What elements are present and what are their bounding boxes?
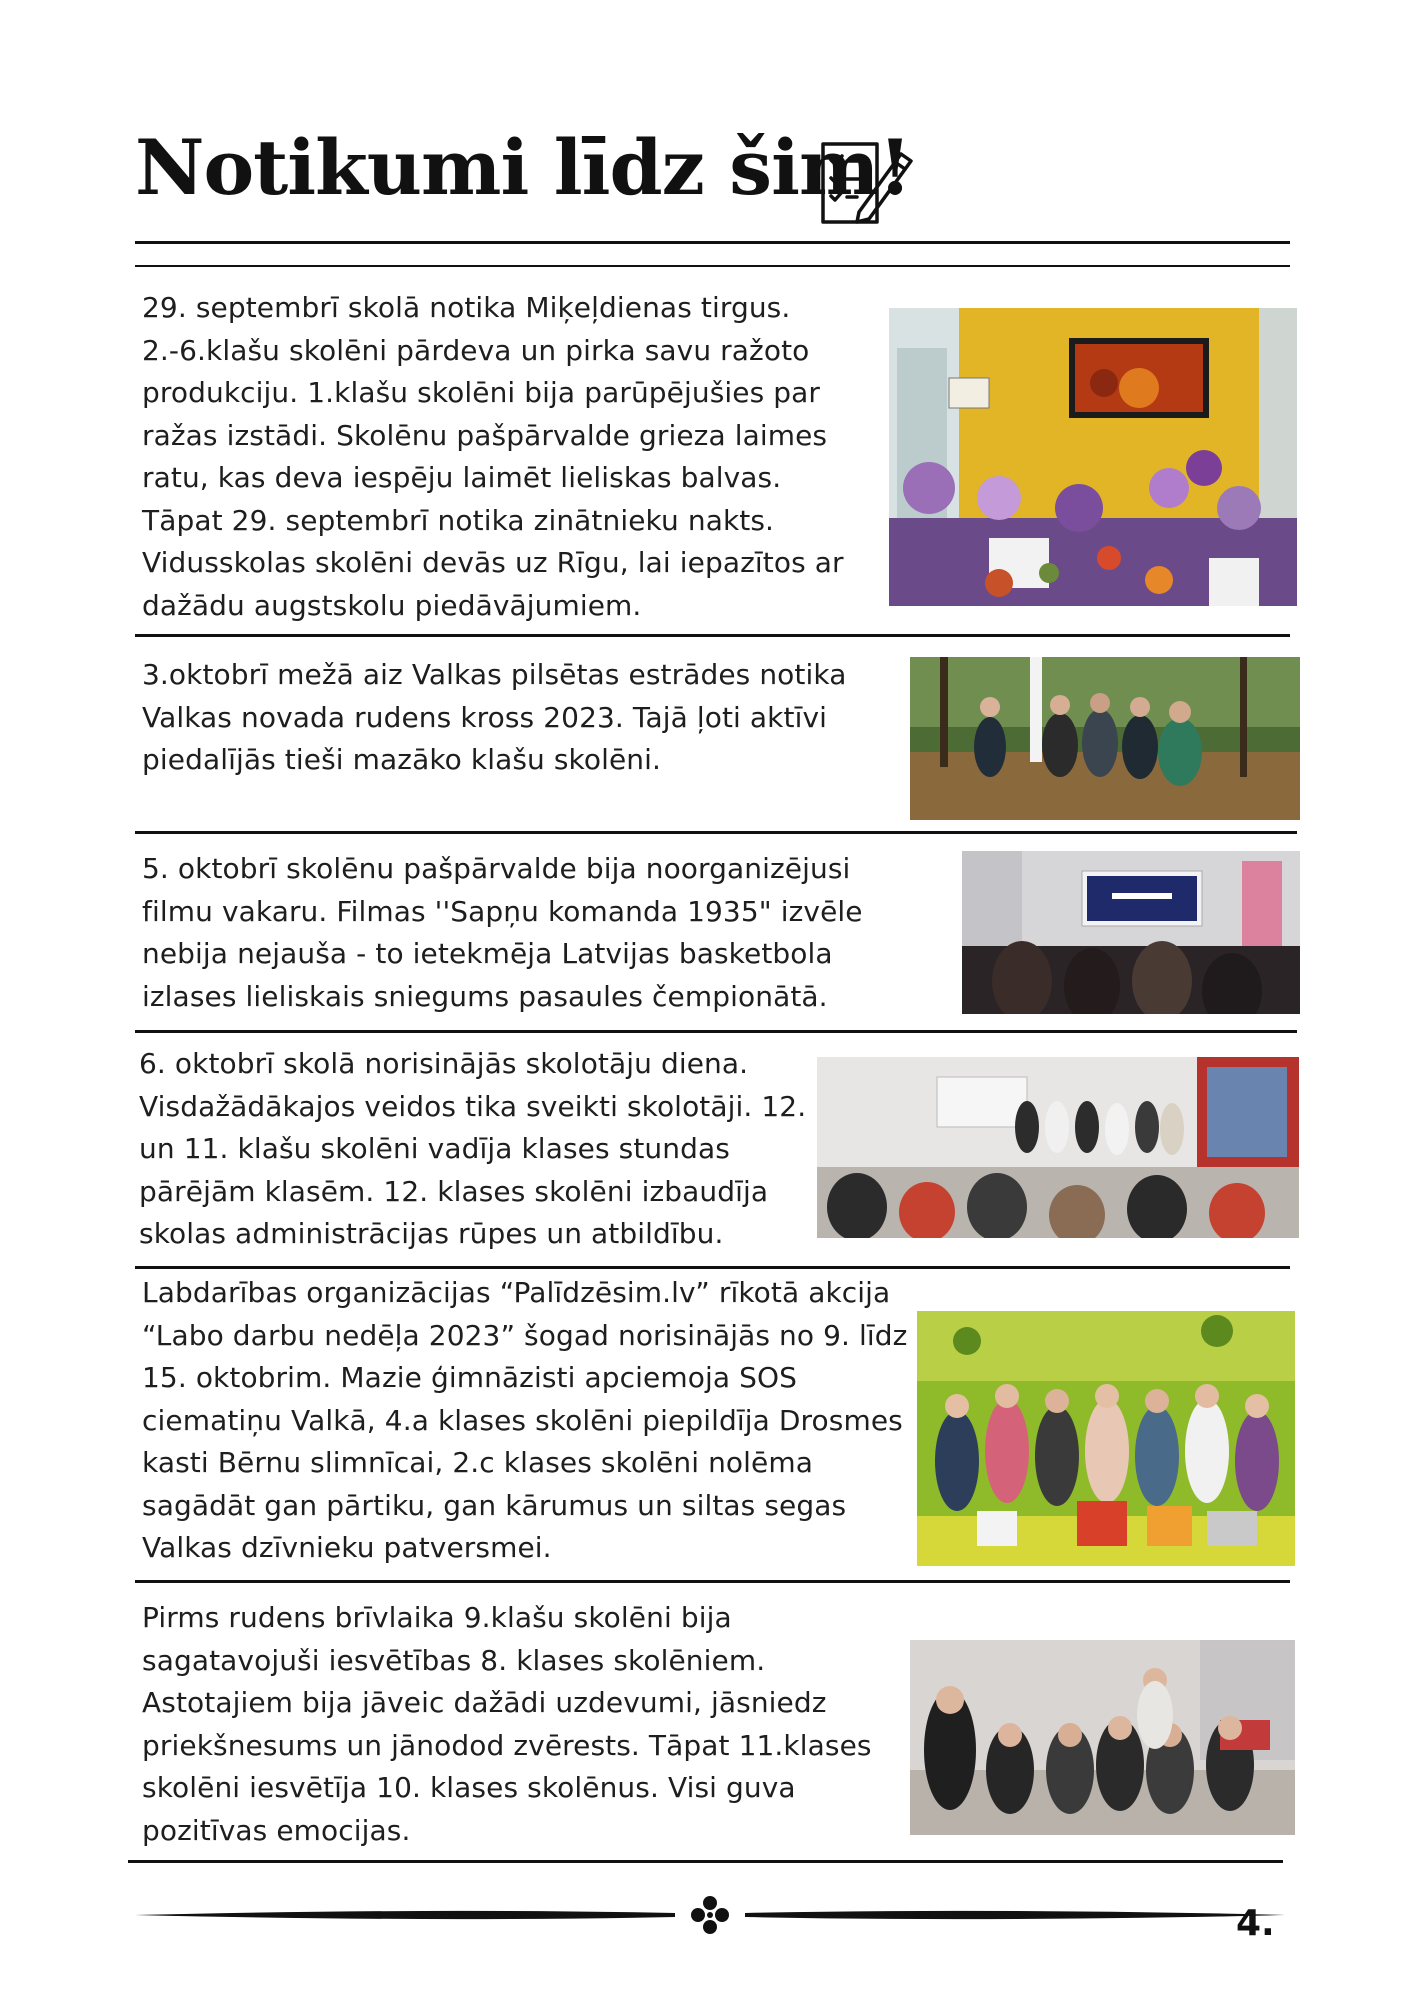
harvest-exhibition-photo xyxy=(889,308,1297,606)
cross-country-start-photo xyxy=(910,657,1300,820)
movie-night-photo xyxy=(962,851,1300,1014)
news-item-text: 3.oktobrī mežā aiz Valkas pilsētas estrādes notika Valkas novada rudens kross 2023. Tajā ļoti aktīvi piedalījās tieši mazāko klašu skolēni. xyxy=(142,658,847,776)
checklist-pencil-icon xyxy=(815,130,915,230)
section-divider xyxy=(135,1266,1290,1269)
news-item-text: 5. oktobrī skolēnu pašpārvalde bija noorganizējusi filmu vakaru. Filmas ''Sapņu komanda 1935" izvēle nebija nejauša - to ietekmēja Latvijas basketbola izlases lieliskais sniegums pasaules čempionātā. xyxy=(142,852,863,1013)
news-item-text: Labdarības organizācijas “Palīdzēsim.lv” rīkotā akcija “Labo darbu nedēļa 2023” šogad norisinājās no 9. līdz 15. oktobrim. Mazie ģimnāzisti apciemoja SOS ciematiņu Valkā, 4.a klases skolēni piepildīja Drosmes kasti Bērnu slimnīcai, 2.c klases skolēni nolēma sagādāt gan pārtiku, gan kārumus un siltas segas Valkas dzīvnieku patversmei. xyxy=(142,1276,908,1564)
header-rule xyxy=(135,241,1290,244)
page-number: 4. xyxy=(1236,1903,1275,1944)
news-item-text: 6. oktobrī skolā norisinājās skolotāju diena. Visdažādākajos veidos tika sveikti skolotāji. 12. un 11. klašu skolēni vadīja klases stundas pārējām klasēm. 12. klases skolēni izbaudīja skolas administrācijas rūpes un atbildību. xyxy=(139,1047,807,1250)
charity-week-photo xyxy=(917,1311,1295,1566)
initiation-photo xyxy=(910,1640,1295,1835)
section-divider xyxy=(135,1580,1290,1583)
news-item-text: 29. septembrī skolā notika Miķeļdienas tirgus. 2.-6.klašu skolēni pārdeva un pirka savu ražoto produkciju. 1.klašu skolēni bija parūpējušies par ražas izstādi. Skolēnu pašpārvalde grieza laimes ratu, kas deva iespēju laimēt lieliskas balvas. Tāpat 29. septembrī notika zinātnieku nakts. Vidusskolas skolēni devās uz Rīgu, lai iepazītos ar dažādu augstskolu piedāvājumiem. xyxy=(142,291,844,622)
fleuron-ornament-icon xyxy=(130,1895,1290,1935)
section-divider xyxy=(135,1030,1297,1033)
page-title: Notikumi līdz šim! xyxy=(135,123,911,212)
teachers-day-photo xyxy=(817,1057,1299,1238)
section-divider xyxy=(135,634,1290,637)
section-divider xyxy=(135,831,1297,834)
section-divider xyxy=(128,1860,1283,1863)
news-item-text: Pirms rudens brīvlaika 9.klašu skolēni bija sagatavojuši iesvētības 8. klases skolēniem. Astotajiem bija jāveic dažādi uzdevumi, jāsniedz priekšnesums un jānodod zvērests. Tāpat 11.klases skolēni iesvētīja 10. klases skolēnus. Visi guva pozitīvas emocijas. xyxy=(142,1601,872,1847)
header-rule-thin xyxy=(135,265,1290,267)
